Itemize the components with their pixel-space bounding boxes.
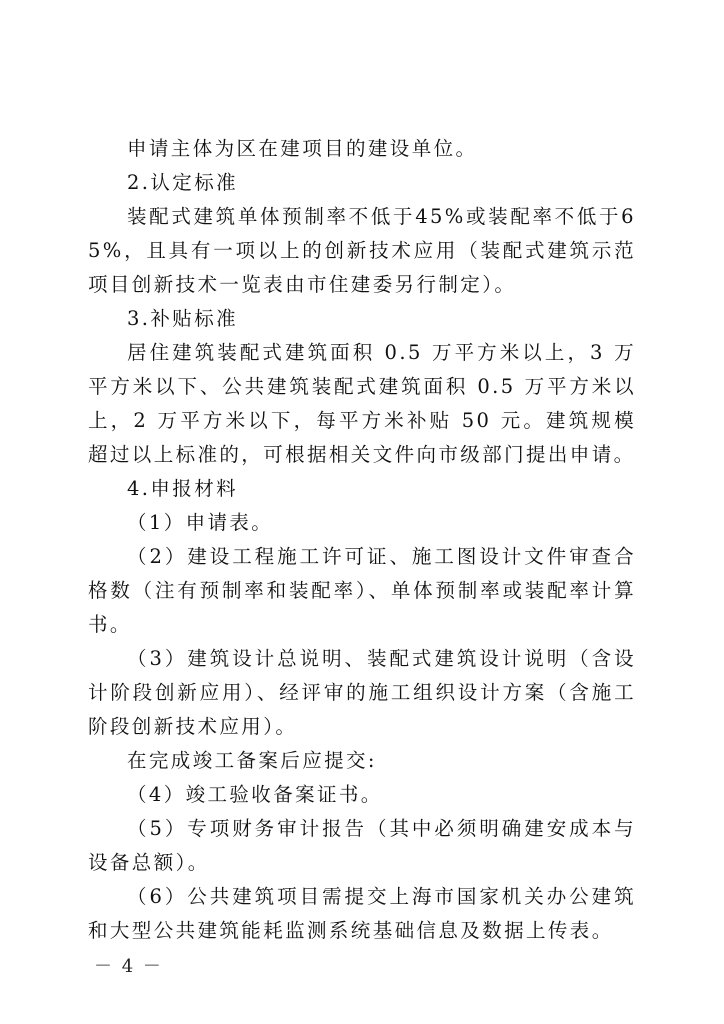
material-item-3: （3）建筑设计总说明、装配式建筑设计说明（含设计阶段创新应用）、经评审的施工组织设计方案（含施工阶段创新技术应用）。 bbox=[88, 647, 636, 738]
document-body bbox=[88, 132, 636, 948]
material-item-5: （5）专项财务审计报告（其中必须明确建安成本与设备总额）。 bbox=[88, 817, 636, 874]
completion-note: 在完成竣工备案后应提交: bbox=[127, 749, 377, 772]
heading-subsidy: 3.补贴标准 bbox=[127, 307, 239, 330]
material-item-6: （6）公共建筑项目需提交上海市国家机关办公建筑和大型公共建筑能耗监测系统基础信息及数据上传表。 bbox=[88, 885, 636, 942]
material-item-4: （4）竣工验收备案证书。 bbox=[127, 783, 383, 806]
paragraph-applicant: 申请主体为区在建项目的建设单位。 bbox=[127, 137, 478, 160]
material-item-2: （2）建设工程施工许可证、施工图设计文件审查合格数（注有预制率和装配率）、单体预制率或装配率计算书。 bbox=[88, 545, 636, 636]
paragraph-criteria: 装配式建筑单体预制率不低于45%或装配率不低于65%，且具有一项以上的创新技术应用（装配式建筑示范项目创新技术一览表由市住建委另行制定）。 bbox=[88, 205, 636, 296]
material-item-1: （1）申请表。 bbox=[127, 511, 274, 534]
page-number: － 4 － bbox=[94, 956, 163, 977]
paragraph-subsidy: 居住建筑装配式建筑面积 0.5 万平方米以上，3 万平方米以下、公共建筑装配式建筑面积 0.5 万平方米以上，2 万平方米以下，每平方米补贴 50 元。建筑规模超过以上标准的，可根据相关文件向市级部门提出申请。 bbox=[88, 341, 636, 466]
heading-materials: 4.申报材料 bbox=[127, 477, 239, 500]
heading-criteria: 2.认定标准 bbox=[127, 171, 239, 194]
